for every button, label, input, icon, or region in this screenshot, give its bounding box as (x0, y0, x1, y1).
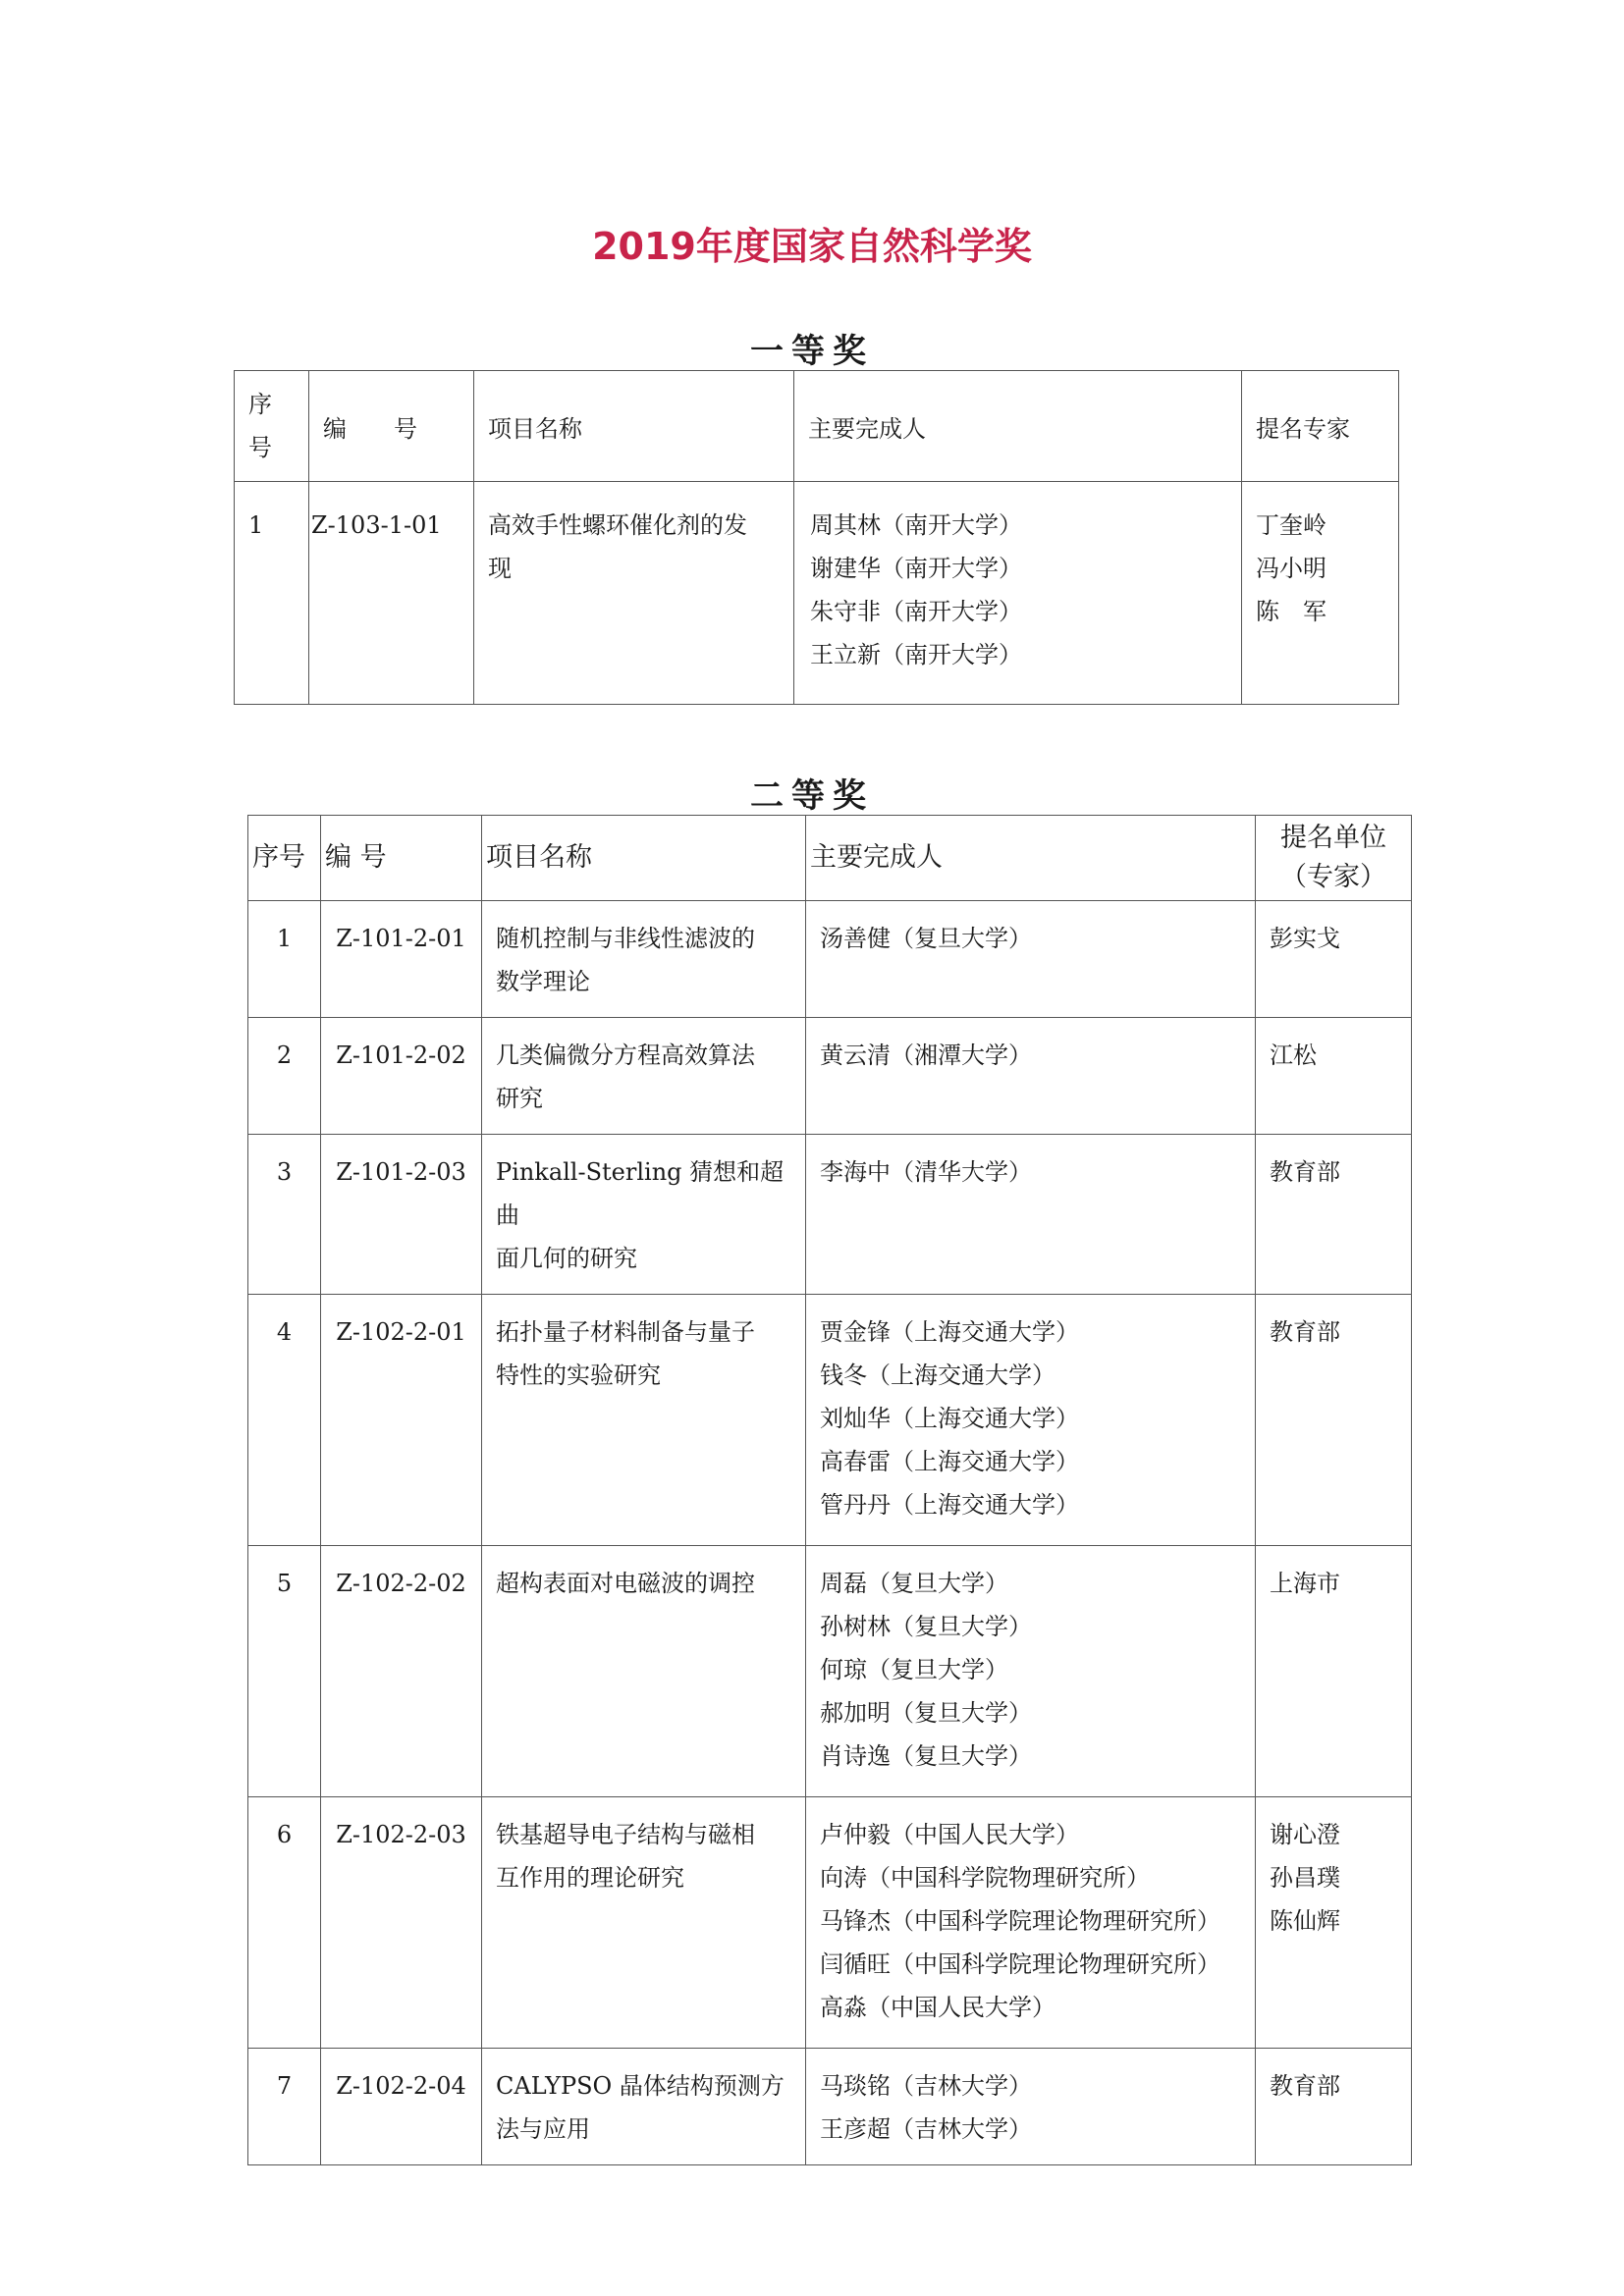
first-prize-table (234, 370, 1399, 705)
page-title: 2019年度国家自然科学奖 (592, 225, 1032, 268)
cell-people: 卢仲毅（中国人民大学） 向涛（中国科学院物理研究所） 马锋杰（中国科学院理论物理研究所） 闫循旺（中国科学院理论物理研究所） 高淼（中国人民大学） (806, 1797, 1256, 2049)
header-nominator: 提名专家 (1242, 371, 1399, 482)
cell-code: Z-101-2-02 (321, 1018, 482, 1135)
table-row (248, 1295, 1412, 1546)
cell-people: 周磊（复旦大学） 孙树林（复旦大学） 何琼（复旦大学） 郝加明（复旦大学） 肖诗逸（复旦大学） (806, 1546, 1256, 1797)
header-seq: 序号 (248, 816, 321, 901)
cell-seq: 4 (248, 1295, 321, 1546)
table-row (235, 482, 1399, 705)
cell-nominator: 上海市 (1256, 1546, 1412, 1797)
second-prize-heading: 二等奖 (750, 776, 874, 816)
cell-name: 铁基超导电子结构与磁相 互作用的理论研究 (482, 1797, 806, 2049)
cell-nominator: 教育部 (1256, 2049, 1412, 2165)
cell-people: 贾金锋（上海交通大学） 钱冬（上海交通大学） 刘灿华（上海交通大学） 高春雷（上海交通大学） 管丹丹（上海交通大学） (806, 1295, 1256, 1546)
cell-name: 几类偏微分方程高效算法 研究 (482, 1018, 806, 1135)
cell-code: Z-102-2-01 (321, 1295, 482, 1546)
cell-name: 超构表面对电磁波的调控 (482, 1546, 806, 1797)
header-seq: 序 号 (235, 371, 309, 482)
cell-nominator: 彭实戈 (1256, 901, 1412, 1018)
cell-seq: 1 (235, 482, 309, 705)
table-row (248, 1546, 1412, 1797)
cell-name: Pinkall-Sterling 猜想和超曲 面几何的研究 (482, 1135, 806, 1295)
table-row (248, 1018, 1412, 1135)
header-name: 项目名称 (482, 816, 806, 901)
header-people: 主要完成人 (794, 371, 1242, 482)
table-row (248, 1135, 1412, 1295)
header-code: 编 号 (309, 371, 474, 482)
cell-code: Z-103-1-01 (309, 482, 474, 705)
cell-name: 拓扑量子材料制备与量子 特性的实验研究 (482, 1295, 806, 1546)
cell-code: Z-102-2-04 (321, 2049, 482, 2165)
cell-seq: 7 (248, 2049, 321, 2165)
cell-people: 黄云清（湘潭大学） (806, 1018, 1256, 1135)
cell-code: Z-102-2-03 (321, 1797, 482, 2049)
header-code: 编 号 (321, 816, 482, 901)
table-row (248, 1797, 1412, 2049)
cell-name: 随机控制与非线性滤波的 数学理论 (482, 901, 806, 1018)
cell-seq: 2 (248, 1018, 321, 1135)
cell-name: CALYPSO 晶体结构预测方 法与应用 (482, 2049, 806, 2165)
cell-seq: 6 (248, 1797, 321, 2049)
table-header-row (235, 371, 1399, 482)
cell-seq: 5 (248, 1546, 321, 1797)
second-prize-rows (248, 901, 1412, 2165)
table-row (248, 2049, 1412, 2165)
cell-people: 汤善健（复旦大学） (806, 901, 1256, 1018)
cell-people: 马琰铭（吉林大学） 王彦超（吉林大学） (806, 2049, 1256, 2165)
cell-people: 李海中（清华大学） (806, 1135, 1256, 1295)
cell-people: 周其林（南开大学） 谢建华（南开大学） 朱守非（南开大学） 王立新（南开大学） (794, 482, 1242, 705)
header-people: 主要完成人 (806, 816, 1256, 901)
cell-nominator: 教育部 (1256, 1295, 1412, 1546)
cell-code: Z-101-2-01 (321, 901, 482, 1018)
header-name: 项目名称 (474, 371, 794, 482)
cell-seq: 3 (248, 1135, 321, 1295)
first-prize-heading: 一等奖 (750, 332, 874, 371)
cell-nominator: 丁奎岭 冯小明 陈 军 (1242, 482, 1399, 705)
header-nominator: 提名单位 （专家） (1256, 816, 1412, 901)
cell-nominator: 教育部 (1256, 1135, 1412, 1295)
table-header-row (248, 816, 1412, 901)
cell-name: 高效手性螺环催化剂的发 现 (474, 482, 794, 705)
cell-code: Z-101-2-03 (321, 1135, 482, 1295)
cell-seq: 1 (248, 901, 321, 1018)
cell-nominator: 江松 (1256, 1018, 1412, 1135)
cell-nominator: 谢心澄 孙昌璞 陈仙辉 (1256, 1797, 1412, 2049)
table-row (248, 901, 1412, 1018)
second-prize-table (247, 815, 1412, 2165)
cell-code: Z-102-2-02 (321, 1546, 482, 1797)
